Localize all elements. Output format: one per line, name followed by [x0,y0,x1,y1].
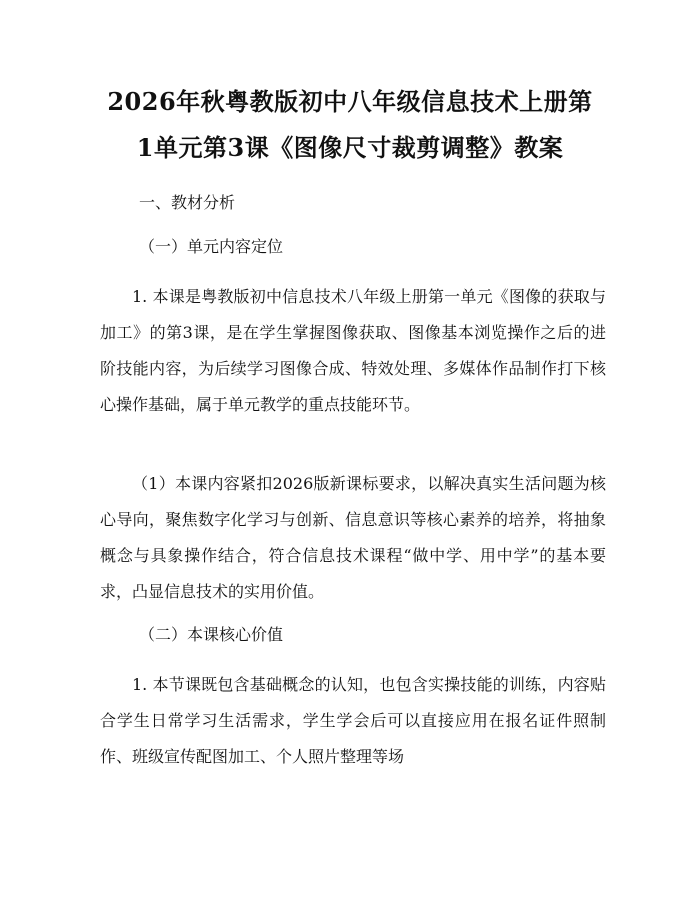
body-paragraph-3: 1. 本节课既包含基础概念的认知，也包含实操技能的训练，内容贴合学生日常学习生活需求，学生学会后可以直接应用在报名证件照制作、班级宣传配图加工、个人照片整理等场 [100,675,606,766]
document-title-line-2: 1单元第3课《图像尺寸裁剪调整》教案 [136,133,564,162]
document-title-line-1: 2026年秋粤教版初中八年级信息技术上册第 [107,87,593,116]
section-heading-textbook-analysis: 一、教材分析 [139,193,236,212]
body-paragraph-2: （1）本课内容紧扣2026版新课标要求，以解决真实生活问题为核心导向，聚焦数字化学习与创新、信息意识等核心素养的培养，将抽象概念与具象操作结合，符合信息技术课程“做中学、用中学”的基本要求，凸显信息技术的实用价值。 [100,474,606,601]
subsection-heading-core-value: （二）本课核心价值 [139,625,284,644]
body-paragraph-1: 1. 本课是粤教版初中信息技术八年级上册第一单元《图像的获取与加工》的第3课，是在学生掌握图像获取、图像基本浏览操作之后的进阶技能内容，为后续学习图像合成、特效处理、多媒体作品制作打下核心操作基础，属于单元教学的重点技能环节。 [100,287,606,414]
subsection-heading-unit-positioning: （一）单元内容定位 [139,237,284,256]
